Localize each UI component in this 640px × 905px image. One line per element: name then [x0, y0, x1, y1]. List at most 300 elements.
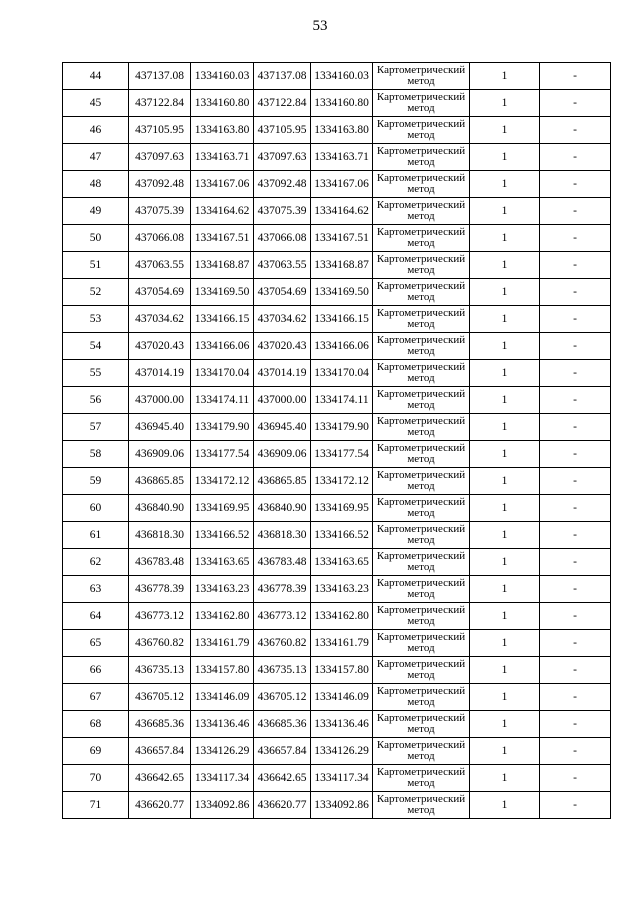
point-number-cell: 45	[63, 90, 129, 117]
table-row	[63, 549, 611, 576]
table-body	[63, 63, 611, 819]
x-coordinate-cell: 437075.39	[129, 198, 191, 225]
accuracy-cell: 1	[470, 711, 540, 738]
x-coordinate-new-cell: 437066.08	[254, 225, 311, 252]
x-coordinate-new-cell: 436760.82	[254, 630, 311, 657]
note-cell: -	[540, 765, 611, 792]
x-coordinate-new-cell: 437137.08	[254, 63, 311, 90]
accuracy-cell: 1	[470, 117, 540, 144]
method-line-2: метод	[407, 399, 435, 411]
table-row	[63, 198, 611, 225]
y-coordinate-cell: 1334163.65	[191, 549, 254, 576]
method-line-1: Картометрический	[376, 307, 466, 319]
x-coordinate-cell: 437066.08	[129, 225, 191, 252]
table-row	[63, 441, 611, 468]
point-number-cell: 44	[63, 63, 129, 90]
y-coordinate-new-cell: 1334163.80	[311, 117, 373, 144]
method-cell	[373, 279, 470, 306]
note-cell: -	[540, 171, 611, 198]
table-row	[63, 792, 611, 819]
method-line-2: метод	[407, 534, 435, 546]
method-line-2: метод	[407, 183, 435, 195]
y-coordinate-cell: 1334163.80	[191, 117, 254, 144]
accuracy-cell: 1	[470, 684, 540, 711]
point-number-cell: 63	[63, 576, 129, 603]
y-coordinate-cell: 1334167.06	[191, 171, 254, 198]
method-cell	[373, 603, 470, 630]
x-coordinate-cell: 436783.48	[129, 549, 191, 576]
method-line-1: Картометрический	[376, 118, 466, 130]
x-coordinate-new-cell: 436735.13	[254, 657, 311, 684]
table-row	[63, 576, 611, 603]
point-number-cell: 56	[63, 387, 129, 414]
method-line-2: метод	[407, 291, 435, 303]
x-coordinate-new-cell: 436620.77	[254, 792, 311, 819]
table-row	[63, 63, 611, 90]
y-coordinate-new-cell: 1334092.86	[311, 792, 373, 819]
table-row	[63, 225, 611, 252]
accuracy-cell: 1	[470, 252, 540, 279]
method-cell	[373, 387, 470, 414]
x-coordinate-cell: 437092.48	[129, 171, 191, 198]
point-number-cell: 58	[63, 441, 129, 468]
x-coordinate-new-cell: 436705.12	[254, 684, 311, 711]
y-coordinate-new-cell: 1334177.54	[311, 441, 373, 468]
y-coordinate-cell: 1334177.54	[191, 441, 254, 468]
method-cell	[373, 198, 470, 225]
x-coordinate-new-cell: 436840.90	[254, 495, 311, 522]
point-number-cell: 61	[63, 522, 129, 549]
table-row	[63, 711, 611, 738]
method-line-1: Картометрический	[376, 172, 466, 184]
note-cell: -	[540, 630, 611, 657]
table-row	[63, 90, 611, 117]
x-coordinate-new-cell: 436773.12	[254, 603, 311, 630]
method-cell	[373, 738, 470, 765]
point-number-cell: 68	[63, 711, 129, 738]
x-coordinate-cell: 437063.55	[129, 252, 191, 279]
x-coordinate-new-cell: 437122.84	[254, 90, 311, 117]
method-cell	[373, 711, 470, 738]
note-cell: -	[540, 657, 611, 684]
accuracy-cell: 1	[470, 441, 540, 468]
x-coordinate-new-cell: 436783.48	[254, 549, 311, 576]
method-line-2: метод	[407, 480, 435, 492]
y-coordinate-cell: 1334161.79	[191, 630, 254, 657]
x-coordinate-cell: 436909.06	[129, 441, 191, 468]
method-line-2: метод	[407, 426, 435, 438]
method-cell	[373, 90, 470, 117]
y-coordinate-new-cell: 1334161.79	[311, 630, 373, 657]
x-coordinate-new-cell: 436945.40	[254, 414, 311, 441]
x-coordinate-cell: 436818.30	[129, 522, 191, 549]
x-coordinate-cell: 436945.40	[129, 414, 191, 441]
note-cell: -	[540, 252, 611, 279]
y-coordinate-cell: 1334168.87	[191, 252, 254, 279]
point-number-cell: 66	[63, 657, 129, 684]
x-coordinate-cell: 436778.39	[129, 576, 191, 603]
x-coordinate-cell: 437097.63	[129, 144, 191, 171]
method-line-1: Картометрический	[376, 334, 466, 346]
x-coordinate-new-cell: 436778.39	[254, 576, 311, 603]
accuracy-cell: 1	[470, 360, 540, 387]
y-coordinate-new-cell: 1334157.80	[311, 657, 373, 684]
y-coordinate-new-cell: 1334169.50	[311, 279, 373, 306]
method-line-2: метод	[407, 372, 435, 384]
note-cell: -	[540, 738, 611, 765]
method-line-1: Картометрический	[376, 712, 466, 724]
point-number-cell: 64	[63, 603, 129, 630]
method-line-1: Картометрический	[376, 145, 466, 157]
point-number-cell: 62	[63, 549, 129, 576]
table-row	[63, 765, 611, 792]
method-line-1: Картометрический	[376, 469, 466, 481]
method-line-1: Картометрический	[376, 91, 466, 103]
y-coordinate-new-cell: 1334172.12	[311, 468, 373, 495]
x-coordinate-cell: 437000.00	[129, 387, 191, 414]
table-row	[63, 657, 611, 684]
method-line-2: метод	[407, 777, 435, 789]
y-coordinate-cell: 1334172.12	[191, 468, 254, 495]
method-cell	[373, 684, 470, 711]
table-row	[63, 144, 611, 171]
y-coordinate-cell: 1334092.86	[191, 792, 254, 819]
method-cell	[373, 495, 470, 522]
method-line-1: Картометрический	[376, 766, 466, 778]
x-coordinate-cell: 436705.12	[129, 684, 191, 711]
x-coordinate-cell: 437020.43	[129, 333, 191, 360]
accuracy-cell: 1	[470, 225, 540, 252]
table-row	[63, 387, 611, 414]
method-line-1: Картометрический	[376, 793, 466, 805]
method-cell	[373, 63, 470, 90]
x-coordinate-cell: 437034.62	[129, 306, 191, 333]
y-coordinate-new-cell: 1334174.11	[311, 387, 373, 414]
y-coordinate-new-cell: 1334168.87	[311, 252, 373, 279]
accuracy-cell: 1	[470, 792, 540, 819]
method-line-2: метод	[407, 264, 435, 276]
method-line-1: Картометрический	[376, 64, 466, 76]
method-cell	[373, 576, 470, 603]
accuracy-cell: 1	[470, 333, 540, 360]
method-line-2: метод	[407, 750, 435, 762]
method-cell	[373, 441, 470, 468]
y-coordinate-cell: 1334163.23	[191, 576, 254, 603]
table-row	[63, 306, 611, 333]
x-coordinate-new-cell: 436642.65	[254, 765, 311, 792]
y-coordinate-new-cell: 1334160.03	[311, 63, 373, 90]
method-line-1: Картометрический	[376, 361, 466, 373]
note-cell: -	[540, 144, 611, 171]
y-coordinate-new-cell: 1334126.29	[311, 738, 373, 765]
method-cell	[373, 522, 470, 549]
method-line-1: Картометрический	[376, 658, 466, 670]
method-line-1: Картометрический	[376, 415, 466, 427]
y-coordinate-cell: 1334136.46	[191, 711, 254, 738]
point-number-cell: 52	[63, 279, 129, 306]
accuracy-cell: 1	[470, 630, 540, 657]
point-number-cell: 51	[63, 252, 129, 279]
x-coordinate-new-cell: 437092.48	[254, 171, 311, 198]
method-line-1: Картометрический	[376, 199, 466, 211]
y-coordinate-new-cell: 1334117.34	[311, 765, 373, 792]
y-coordinate-new-cell: 1334160.80	[311, 90, 373, 117]
note-cell: -	[540, 576, 611, 603]
point-number-cell: 69	[63, 738, 129, 765]
point-number-cell: 71	[63, 792, 129, 819]
method-line-1: Картометрический	[376, 577, 466, 589]
method-cell	[373, 225, 470, 252]
method-cell	[373, 657, 470, 684]
x-coordinate-cell: 436773.12	[129, 603, 191, 630]
accuracy-cell: 1	[470, 522, 540, 549]
y-coordinate-new-cell: 1334164.62	[311, 198, 373, 225]
note-cell: -	[540, 522, 611, 549]
table-row	[63, 171, 611, 198]
table-row	[63, 279, 611, 306]
point-number-cell: 48	[63, 171, 129, 198]
accuracy-cell: 1	[470, 657, 540, 684]
x-coordinate-cell: 437014.19	[129, 360, 191, 387]
accuracy-cell: 1	[470, 738, 540, 765]
accuracy-cell: 1	[470, 765, 540, 792]
method-cell	[373, 792, 470, 819]
x-coordinate-new-cell: 437034.62	[254, 306, 311, 333]
method-line-1: Картометрический	[376, 523, 466, 535]
accuracy-cell: 1	[470, 279, 540, 306]
y-coordinate-new-cell: 1334162.80	[311, 603, 373, 630]
table-row	[63, 630, 611, 657]
table-row	[63, 468, 611, 495]
method-line-1: Картометрический	[376, 496, 466, 508]
point-number-cell: 60	[63, 495, 129, 522]
x-coordinate-new-cell: 436909.06	[254, 441, 311, 468]
y-coordinate-cell: 1334170.04	[191, 360, 254, 387]
point-number-cell: 46	[63, 117, 129, 144]
point-number-cell: 47	[63, 144, 129, 171]
method-cell	[373, 171, 470, 198]
y-coordinate-new-cell: 1334146.09	[311, 684, 373, 711]
x-coordinate-new-cell: 437000.00	[254, 387, 311, 414]
note-cell: -	[540, 360, 611, 387]
y-coordinate-new-cell: 1334166.15	[311, 306, 373, 333]
method-line-2: метод	[407, 318, 435, 330]
y-coordinate-cell: 1334160.80	[191, 90, 254, 117]
point-number-cell: 54	[63, 333, 129, 360]
x-coordinate-new-cell: 436818.30	[254, 522, 311, 549]
method-line-2: метод	[407, 453, 435, 465]
y-coordinate-new-cell: 1334179.90	[311, 414, 373, 441]
y-coordinate-cell: 1334164.62	[191, 198, 254, 225]
table-row	[63, 522, 611, 549]
note-cell: -	[540, 387, 611, 414]
accuracy-cell: 1	[470, 63, 540, 90]
accuracy-cell: 1	[470, 468, 540, 495]
table-row	[63, 684, 611, 711]
method-line-2: метод	[407, 210, 435, 222]
y-coordinate-new-cell: 1334136.46	[311, 711, 373, 738]
method-line-1: Картометрический	[376, 280, 466, 292]
method-line-2: метод	[407, 102, 435, 114]
x-coordinate-new-cell: 437054.69	[254, 279, 311, 306]
point-number-cell: 57	[63, 414, 129, 441]
method-line-1: Картометрический	[376, 388, 466, 400]
x-coordinate-cell: 436865.85	[129, 468, 191, 495]
note-cell: -	[540, 63, 611, 90]
accuracy-cell: 1	[470, 198, 540, 225]
note-cell: -	[540, 495, 611, 522]
point-number-cell: 70	[63, 765, 129, 792]
note-cell: -	[540, 414, 611, 441]
method-line-2: метод	[407, 723, 435, 735]
method-line-2: метод	[407, 669, 435, 681]
y-coordinate-new-cell: 1334169.95	[311, 495, 373, 522]
x-coordinate-new-cell: 437020.43	[254, 333, 311, 360]
accuracy-cell: 1	[470, 171, 540, 198]
y-coordinate-new-cell: 1334166.52	[311, 522, 373, 549]
y-coordinate-cell: 1334166.15	[191, 306, 254, 333]
method-line-2: метод	[407, 696, 435, 708]
note-cell: -	[540, 90, 611, 117]
y-coordinate-new-cell: 1334163.65	[311, 549, 373, 576]
method-line-1: Картометрический	[376, 550, 466, 562]
method-line-2: метод	[407, 75, 435, 87]
accuracy-cell: 1	[470, 576, 540, 603]
table-row	[63, 117, 611, 144]
x-coordinate-new-cell: 437063.55	[254, 252, 311, 279]
x-coordinate-cell: 436760.82	[129, 630, 191, 657]
x-coordinate-cell: 436685.36	[129, 711, 191, 738]
y-coordinate-new-cell: 1334163.71	[311, 144, 373, 171]
accuracy-cell: 1	[470, 414, 540, 441]
note-cell: -	[540, 684, 611, 711]
method-cell	[373, 468, 470, 495]
x-coordinate-cell: 436840.90	[129, 495, 191, 522]
method-line-1: Картометрический	[376, 253, 466, 265]
x-coordinate-new-cell: 437014.19	[254, 360, 311, 387]
x-coordinate-cell: 436620.77	[129, 792, 191, 819]
note-cell: -	[540, 198, 611, 225]
note-cell: -	[540, 279, 611, 306]
y-coordinate-new-cell: 1334170.04	[311, 360, 373, 387]
table-row	[63, 738, 611, 765]
x-coordinate-cell: 437054.69	[129, 279, 191, 306]
point-number-cell: 59	[63, 468, 129, 495]
method-line-1: Картометрический	[376, 226, 466, 238]
note-cell: -	[540, 549, 611, 576]
point-number-cell: 49	[63, 198, 129, 225]
x-coordinate-cell: 436642.65	[129, 765, 191, 792]
x-coordinate-cell: 436735.13	[129, 657, 191, 684]
method-line-1: Картометрический	[376, 739, 466, 751]
accuracy-cell: 1	[470, 387, 540, 414]
point-number-cell: 65	[63, 630, 129, 657]
method-cell	[373, 414, 470, 441]
method-line-2: метод	[407, 561, 435, 573]
table-row	[63, 333, 611, 360]
method-line-1: Картометрический	[376, 685, 466, 697]
note-cell: -	[540, 468, 611, 495]
method-line-1: Картометрический	[376, 631, 466, 643]
y-coordinate-new-cell: 1334166.06	[311, 333, 373, 360]
y-coordinate-cell: 1334166.06	[191, 333, 254, 360]
accuracy-cell: 1	[470, 306, 540, 333]
x-coordinate-cell: 436657.84	[129, 738, 191, 765]
y-coordinate-cell: 1334160.03	[191, 63, 254, 90]
page-number: 53	[312, 18, 328, 34]
table-row	[63, 495, 611, 522]
method-cell	[373, 144, 470, 171]
method-cell	[373, 765, 470, 792]
method-cell	[373, 360, 470, 387]
x-coordinate-new-cell: 436685.36	[254, 711, 311, 738]
method-cell	[373, 549, 470, 576]
method-cell	[373, 630, 470, 657]
table-row	[63, 603, 611, 630]
y-coordinate-cell: 1334169.50	[191, 279, 254, 306]
coordinates-table	[62, 62, 611, 819]
accuracy-cell: 1	[470, 495, 540, 522]
method-line-2: метод	[407, 615, 435, 627]
x-coordinate-cell: 437122.84	[129, 90, 191, 117]
y-coordinate-cell: 1334174.11	[191, 387, 254, 414]
y-coordinate-new-cell: 1334167.51	[311, 225, 373, 252]
x-coordinate-cell: 437105.95	[129, 117, 191, 144]
method-line-2: метод	[407, 588, 435, 600]
y-coordinate-cell: 1334179.90	[191, 414, 254, 441]
x-coordinate-new-cell: 436657.84	[254, 738, 311, 765]
x-coordinate-cell: 437137.08	[129, 63, 191, 90]
x-coordinate-new-cell: 437075.39	[254, 198, 311, 225]
y-coordinate-cell: 1334146.09	[191, 684, 254, 711]
y-coordinate-cell: 1334166.52	[191, 522, 254, 549]
table-row	[63, 414, 611, 441]
method-line-2: метод	[407, 642, 435, 654]
note-cell: -	[540, 441, 611, 468]
note-cell: -	[540, 117, 611, 144]
method-line-1: Картометрический	[376, 604, 466, 616]
accuracy-cell: 1	[470, 90, 540, 117]
accuracy-cell: 1	[470, 144, 540, 171]
y-coordinate-new-cell: 1334167.06	[311, 171, 373, 198]
method-line-1: Картометрический	[376, 442, 466, 454]
note-cell: -	[540, 603, 611, 630]
method-cell	[373, 252, 470, 279]
method-line-2: метод	[407, 345, 435, 357]
y-coordinate-cell: 1334169.95	[191, 495, 254, 522]
accuracy-cell: 1	[470, 603, 540, 630]
y-coordinate-cell: 1334167.51	[191, 225, 254, 252]
y-coordinate-cell: 1334157.80	[191, 657, 254, 684]
method-cell	[373, 333, 470, 360]
point-number-cell: 55	[63, 360, 129, 387]
y-coordinate-cell: 1334162.80	[191, 603, 254, 630]
x-coordinate-new-cell: 437105.95	[254, 117, 311, 144]
y-coordinate-cell: 1334163.71	[191, 144, 254, 171]
accuracy-cell: 1	[470, 549, 540, 576]
method-line-2: метод	[407, 129, 435, 141]
note-cell: -	[540, 225, 611, 252]
point-number-cell: 50	[63, 225, 129, 252]
table-row	[63, 252, 611, 279]
note-cell: -	[540, 306, 611, 333]
method-cell	[373, 306, 470, 333]
method-line-2: метод	[407, 507, 435, 519]
method-line-2: метод	[407, 804, 435, 816]
note-cell: -	[540, 333, 611, 360]
note-cell: -	[540, 792, 611, 819]
note-cell: -	[540, 711, 611, 738]
